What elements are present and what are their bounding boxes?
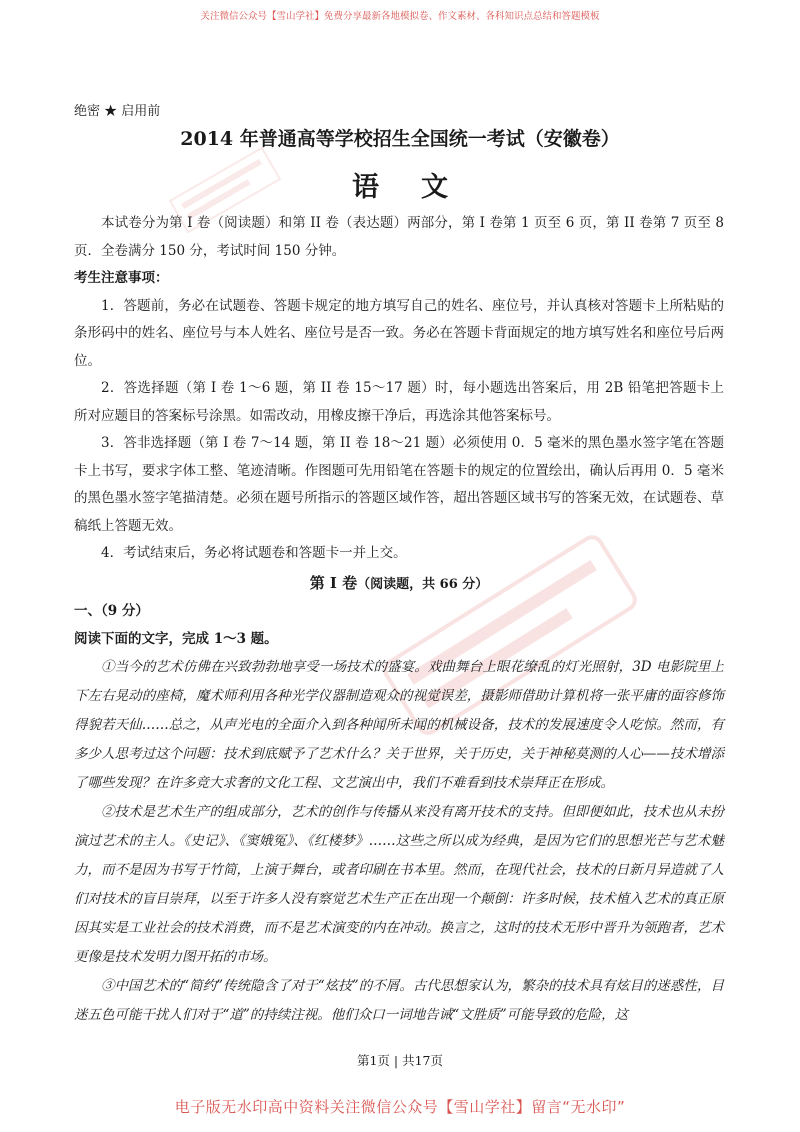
notice-item: 4．考试结束后，务必将试题卷和答题卡一并上交。 <box>101 545 407 561</box>
passage-paragraph: ②技术是艺术生产的组成部分，艺术的创作与传播从来没有离开技术的支持。但即便如此，技术也从未扮演过艺术的主人。《史记》、《窦娥冤》、《红楼梦》……这些之所以成为经典，是因为它们的思想光芒与艺术魅力，而不是因为书写于竹简，上演于舞台，或者印刷在书本里。然而，在现代社会，技术的日新月异造就了人们对技术的盲目崇拜，以至于许多人没有察觉艺术生产正在出现一个颠倒：许多时候，技术植入艺术的真正原因其实是工业社会的技术消费，而不是艺术演变的内在冲动。换言之，这时的技术无形中晋升为领跑者，艺术更像是技术发明力图开拓的市场。 <box>74 804 724 965</box>
bottom-watermark: 电子版无水印高中资料关注微信公众号【雪山学社】留言“无水印” <box>174 1098 626 1116</box>
reading-instruction: 阅读下面的文字，完成 1～3 题。 <box>74 630 278 647</box>
intro-paragraph: 本试卷分为第 I 卷（阅读题）和第 II 卷（表达题）两部分，第 I 卷第 1 页至 6 页，第 II 卷第 7 页至 8 页．全卷满分 150 分，考试时间 150 分钟。 <box>74 215 724 259</box>
confidential-label: 绝密 ★ 启用前 <box>74 104 161 119</box>
reading-passage <box>74 653 724 1030</box>
part-title-main: 第 I 卷 <box>309 573 358 592</box>
passage-paragraph: ③中国艺术的“简约”传统隐含了对于“炫技”的不屑。古代思想家认为，繁杂的技术具有炫目的迷惑性，目迷五色可能干扰人们对于“道”的持续注视。他们众口一词地告诫“文胜质”可能导致的危险，这 <box>74 978 724 1023</box>
page-number: 第1页 | 共17页 <box>356 1053 444 1068</box>
notice-heading: 考生注意事项： <box>74 270 169 286</box>
notice-item: 2．答选择题（第 I 卷 1～6 题，第 II 卷 15～17 题）时，每小题选出答案后，用 2B 铅笔把答题卡上所对应题目的答案标号涂黑。如需改动，用橡皮擦干净后，再选涂其他答案标号。 <box>74 380 724 424</box>
part-title <box>74 570 724 599</box>
document-body <box>74 210 724 1030</box>
part-title-sub: （阅读题，共 66 分） <box>357 576 489 592</box>
notice-item: 1．答题前，务必在试题卷、答题卡规定的地方填写自己的姓名、座位号，并认真核对答题卡上所粘贴的条形码中的姓名、座位号与本人姓名、座位号是否一致。务必在答题卡背面规定的地方填写姓名和座位号后两位。 <box>74 297 724 369</box>
notice-item: 3．答非选择题（第 I 卷 7～14 题，第 II 卷 18～21 题）必须使用 0．5 毫米的黑色墨水签字笔在答题卡上书写，要求字体工整、笔迹清晰。作图题可先用铅笔在答题卡的规定的位置绘出，确认后再用 0．5 毫米的黑色墨水签字笔描清楚。必须在题号所指示的答题区域作答，超出答题区域书写的答案无效，在试题卷、草稿纸上答题无效。 <box>74 435 724 534</box>
passage-paragraph: ①当今的艺术仿佛在兴致勃勃地享受一场技术的盛宴。戏曲舞台上眼花缭乱的灯光照射，3D 电影院里上下左右晃动的座椅，魔术师利用各种光学仪器制造观众的视觉误差，摄影师借助计算机将一张平庸的面容修饰得貌若天仙……总之，从声光电的全面介入到各种闻所未闻的机械设备，技术的发展速度令人吃惊。然而，有多少人思考过这个问题：技术到底赋予了艺术什么？关于世界，关于历史，关于神秘莫测的人心——技术增添了哪些发现？在许多竞大求奢的文化工程、文艺演出中，我们不难看到技术崇拜正在形成。 <box>74 659 724 791</box>
subject-title: 语文 <box>352 172 490 203</box>
top-watermark-notice: 关注微信公众号【雪山学社】免费分享最新各地模拟卷、作文素材、各科知识点总结和答题模板 <box>200 11 600 22</box>
exam-title: 2014 年普通高等学校招生全国统一考试（安徽卷） <box>180 128 620 150</box>
section-heading: 一、（9 分） <box>74 603 149 619</box>
